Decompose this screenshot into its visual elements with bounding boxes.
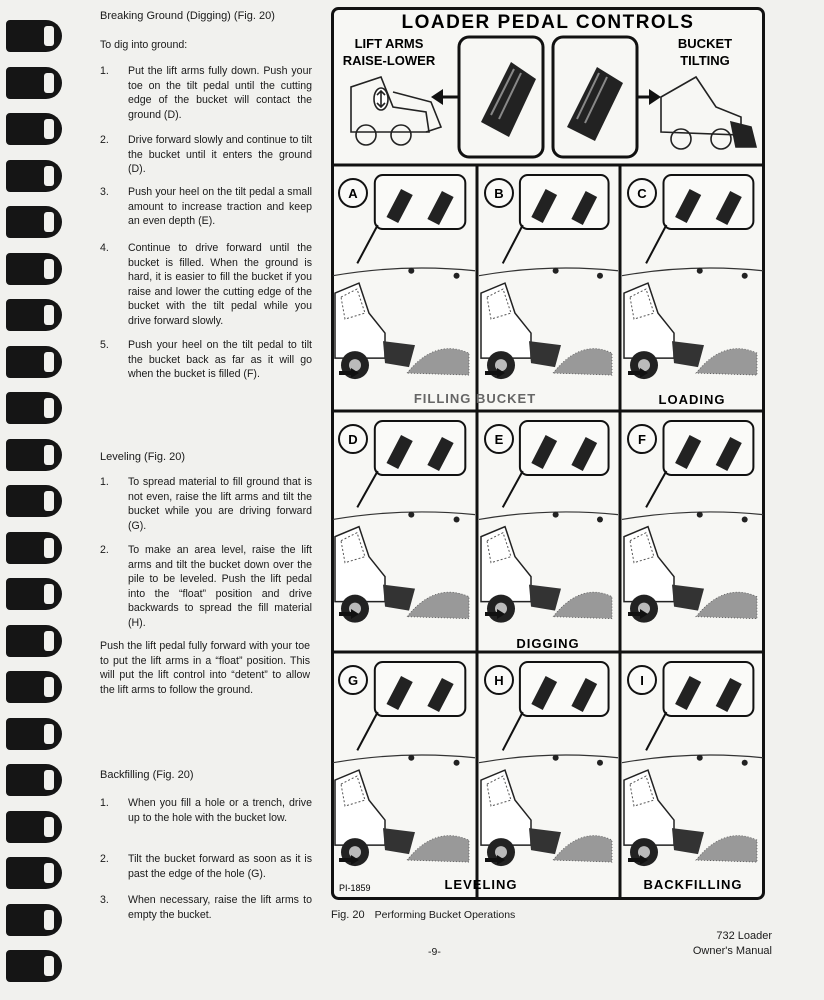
step-number: 2. [100,853,109,865]
step-text: To make an area level, raise the lift arms and tilt the bucket down over the pile to be leveled. Push the lift pedal into the “float” position and drive backwards to spread the fill material (H). [128,544,312,629]
step-text: When you fill a hole or a trench, drive up to the hole with the bucket low. [128,797,312,824]
backfilling-step [100,796,312,825]
row-label-leveling: LEVELING [444,877,518,892]
row-label-filling-bucket: FILLING BUCKET [413,391,537,406]
panel-letter: D [348,432,358,447]
panel-letter: I [640,673,644,688]
bucket-label: BUCKET [677,36,733,51]
step-number: 5. [100,339,109,351]
binding-ring [6,485,62,517]
leveling-step [100,543,312,630]
float-paragraph: Push the lift pedal fully forward with your toe to put the lift arms in a “float” position. This will put the lift control into “detent” to allow the lift arms to follow the ground. [100,640,310,696]
step-number: 1. [100,476,109,488]
binding-ring [6,578,62,610]
step-number: 1. [100,65,109,77]
binding-ring [6,392,62,424]
breaking-step [100,338,312,382]
panel-letter: F [638,432,646,447]
binding-ring [6,253,62,285]
step-number: 3. [100,186,109,198]
step-text: Tilt the bucket forward as soon as it is past the edge of the hole (G). [128,853,312,880]
lift-arms-label: LIFT ARMS [354,36,424,51]
caption-label: Fig. 20 [331,909,365,921]
binding-ring [6,532,62,564]
intro-text: To dig into ground: [100,39,188,51]
spiral-binding [0,0,70,1000]
binding-ring [6,113,62,145]
binding-ring [6,811,62,843]
binding-ring [6,439,62,471]
breaking-step [100,185,312,229]
breaking-step [100,64,312,122]
binding-ring [6,857,62,889]
loader-pedal-figure [331,7,765,900]
row-label-backfilling: BACKFILLING [643,877,743,892]
panel-letter: B [494,186,504,201]
binding-ring [6,950,62,982]
binding-ring [6,764,62,796]
panel-letter: A [348,186,358,201]
heading-leveling: Leveling (Fig. 20) [100,451,185,463]
binding-ring [6,206,62,238]
step-number: 4. [100,242,109,254]
step-text: Drive forward slowly and continue to tilt the bucket until it enters the ground (D). [128,134,312,175]
step-number: 3. [100,894,109,906]
panel-letter: G [347,673,359,688]
footer-model: 732 Loader [716,930,772,942]
binding-ring [6,718,62,750]
panel-letter: E [494,432,504,447]
binding-ring [6,299,62,331]
step-text: When necessary, raise the lift arms to empty the bucket. [128,894,312,921]
binding-ring [6,904,62,936]
row-label-loading: LOADING [658,392,726,407]
binding-ring [6,671,62,703]
footer [693,929,772,959]
binding-ring [6,346,62,378]
binding-ring [6,625,62,657]
figure-title: LOADER PEDAL CONTROLS [401,12,695,33]
footer-manual: Owner's Manual [692,945,772,957]
heading-breaking-ground: Breaking Ground (Digging) (Fig. 20) [100,10,275,22]
heading-backfilling: Backfilling (Fig. 20) [100,769,194,781]
backfilling-step [100,852,312,881]
binding-ring [6,20,62,52]
panel-letter: C [637,186,647,201]
breaking-step [100,241,312,328]
page-number: -9- [428,946,441,958]
step-text: Push your heel on the tilt pedal to tilt the bucket back as far as it will go when the bucket is filled (F). [128,339,312,380]
caption-text: Performing Bucket Operations [374,909,516,921]
binding-ring [6,160,62,192]
panel-letter: H [494,673,504,688]
instructions-column [100,0,312,1000]
step-text: To spread material to fill ground that is not even, raise the lift arms and tilt the bucket while you are driving forward (G). [128,476,312,532]
tilting-label: TILTING [680,53,730,68]
backfilling-step [100,893,312,922]
leveling-step [100,475,312,533]
step-text: Push your heel on the tilt pedal a small amount to increase traction and keep an even depth (E). [128,186,312,227]
step-text: Put the lift arms fully down. Push your toe on the tilt pedal until the cutting edge of the bucket will contact the ground (D). [128,65,312,121]
step-number: 2. [100,134,109,146]
binding-ring [6,67,62,99]
raise-lower-label: RAISE-LOWER [342,53,436,68]
step-number: 2. [100,544,109,556]
row-label-digging: DIGGING [516,636,580,651]
figure-caption [331,909,515,921]
step-number: 1. [100,797,109,809]
step-text: Continue to drive forward until the bucket is filled. When the ground is hard, it is easier to fill the bucket if you raise and lower the cutting edge of the bucket with the tilt pedal while you drive forward slowly. [128,242,312,327]
drawing-id: PI-1859 [339,883,371,893]
breaking-step [100,133,312,177]
